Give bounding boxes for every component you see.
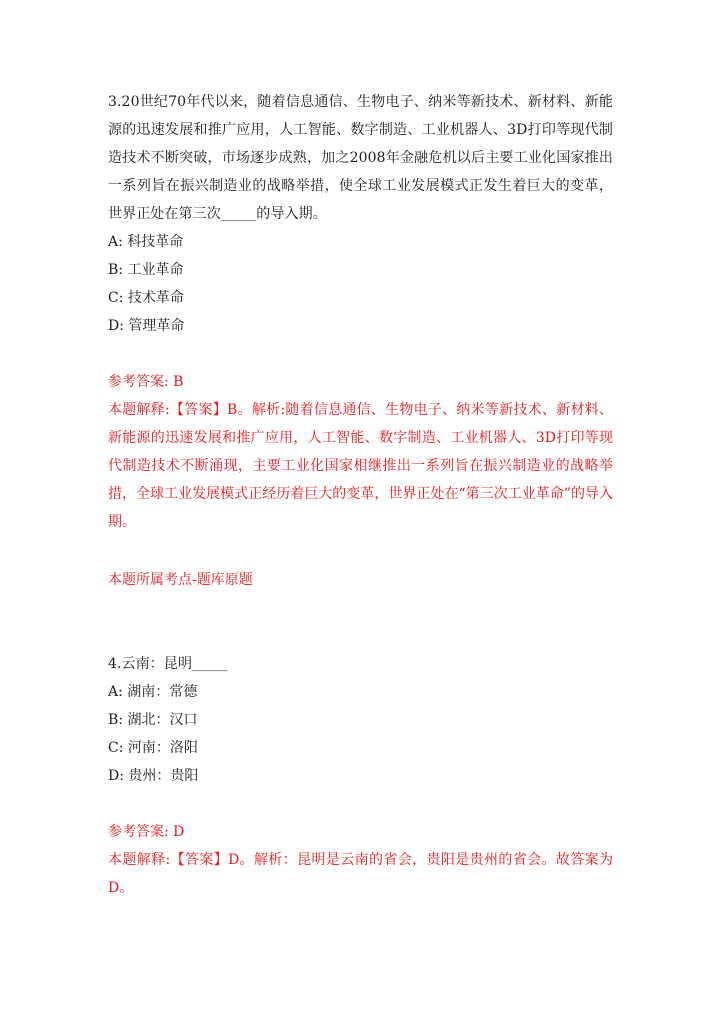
question-4-options	[108, 678, 613, 790]
question-4-explanation: 本题解释:【答案】D。解析：昆明是云南的省会，贵阳是贵州的省会。故答案为D。	[108, 852, 613, 896]
question-3-stem: 3.20世纪70年代以来，随着信息通信、生物电子、纳米等新技术、新材料、新能源的迅速发展和推广应用，人工智能、数字制造、工业机器人、3D打印等现代制造技术不断突破，市场逐步成熟，加之2008年金融危机以后主要工业化国家推出一系列旨在振兴制造业的战略举措，使全球工业发展模式正发生着巨大的变革，世界正处在第三次_____的导入期。	[108, 94, 613, 222]
question-3-option-c: C: 技术革命	[108, 290, 184, 306]
question-3-options	[108, 228, 613, 340]
question-3-option-d: D: 管理革命	[108, 318, 185, 334]
question-4-option-d: D: 贵州：贵阳	[108, 768, 199, 784]
question-3-answer: 参考答案: B	[108, 374, 184, 390]
question-3-option-a: A: 科技革命	[108, 234, 184, 250]
question-3-topic-tag: 本题所属考点-题库原题	[108, 572, 253, 588]
question-4-option-c: C: 河南：洛阳	[108, 740, 198, 756]
question-3-explanation: 本题解释:【答案】B。解析:随着信息通信、生物电子、纳米等新技术、新材料、新能源的迅速发展和推广应用，人工智能、数字制造、工业机器人、3D打印等现代制造技术不断涌现，主要工业化国家相继推出一系列旨在振兴制造业的战略举措，全球工业发展模式正经历着巨大的变革，世界正处在“第三次工业革命”的导入期。	[108, 402, 613, 530]
question-4-option-a: A: 湖南：常德	[108, 684, 198, 700]
question-3-option-b: B: 工业革命	[108, 262, 184, 278]
question-4-answer: 参考答案: D	[108, 824, 185, 840]
question-4-option-b: B: 湖北：汉口	[108, 712, 198, 728]
question-4-stem: 4.云南：昆明_____	[108, 656, 228, 672]
